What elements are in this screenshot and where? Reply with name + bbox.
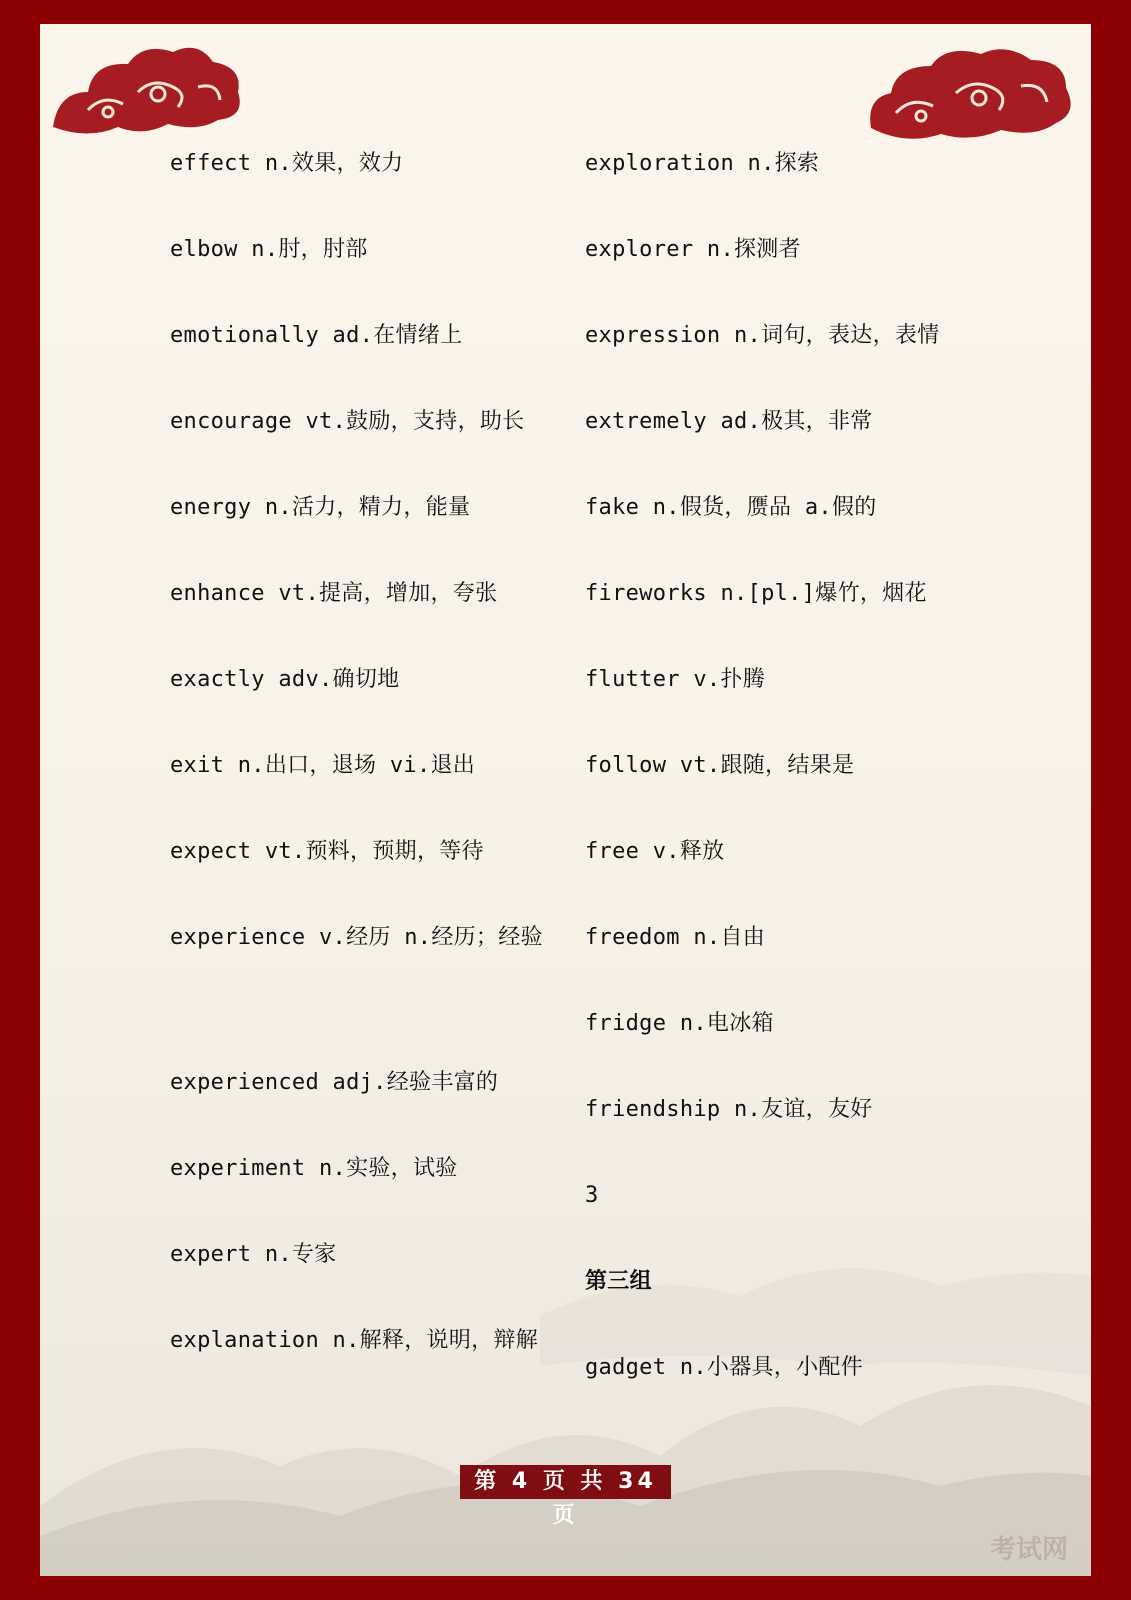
vocab-entry: experienced adj.经验丰富的 [170, 1070, 499, 1095]
auspicious-cloud-left-icon [48, 32, 248, 142]
document-page [40, 24, 1091, 1576]
vocab-entry: effect n.效果，效力 [170, 151, 404, 176]
vocab-entry: expect vt.预料，预期，等待 [170, 839, 484, 864]
vocab-entry: exit n.出口，退场 vi.退出 [170, 753, 476, 778]
vocab-entry: experiment n.实验，试验 [170, 1156, 458, 1181]
section-heading: 第三组 [585, 1269, 652, 1294]
vocab-entry: encourage vt.鼓励，支持，助长 [170, 409, 525, 434]
vocab-entry: fridge n.电冰箱 [585, 1011, 774, 1036]
vocab-entry: follow vt.跟随，结果是 [585, 753, 855, 778]
vocab-entry: exploration n.探索 [585, 151, 820, 176]
auspicious-cloud-right-icon [861, 38, 1081, 148]
site-watermark: 考试网 [990, 1535, 1069, 1565]
vocab-entry: flutter v.扑腾 [585, 667, 766, 692]
vocab-entry: gadget n.小器具，小配件 [585, 1355, 864, 1380]
vocab-entry: enhance vt.提高，增加，夸张 [170, 581, 498, 606]
vocab-entry: energy n.活力，精力，能量 [170, 495, 471, 520]
vocab-entry: explorer n.探测者 [585, 237, 801, 262]
page-number-footer: 第 4 页 共 34 页 [460, 1465, 671, 1499]
vocab-entry: elbow n.肘，肘部 [170, 237, 368, 262]
vocab-entry: friendship n.友谊，友好 [585, 1097, 873, 1122]
vocab-entry: expert n.专家 [170, 1242, 337, 1267]
vocab-entry: freedom n.自由 [585, 925, 766, 950]
vocab-entry: experience v.经历 n.经历；经验 [170, 925, 543, 950]
vocab-entry: emotionally ad.在情绪上 [170, 323, 463, 348]
vocab-entry: explanation n.解释，说明，辩解 [170, 1328, 539, 1353]
vocab-entry: free v.释放 [585, 839, 725, 864]
vocab-entry: exactly adv.确切地 [170, 667, 400, 692]
vocab-entry: expression n.词句，表达，表情 [585, 323, 940, 348]
section-number: 3 [585, 1183, 599, 1208]
vocab-entry: extremely ad.极其，非常 [585, 409, 873, 434]
vocab-entry: fake n.假货，赝品 a.假的 [585, 495, 877, 520]
vocab-entry: fireworks n.[pl.]爆竹，烟花 [585, 581, 927, 606]
